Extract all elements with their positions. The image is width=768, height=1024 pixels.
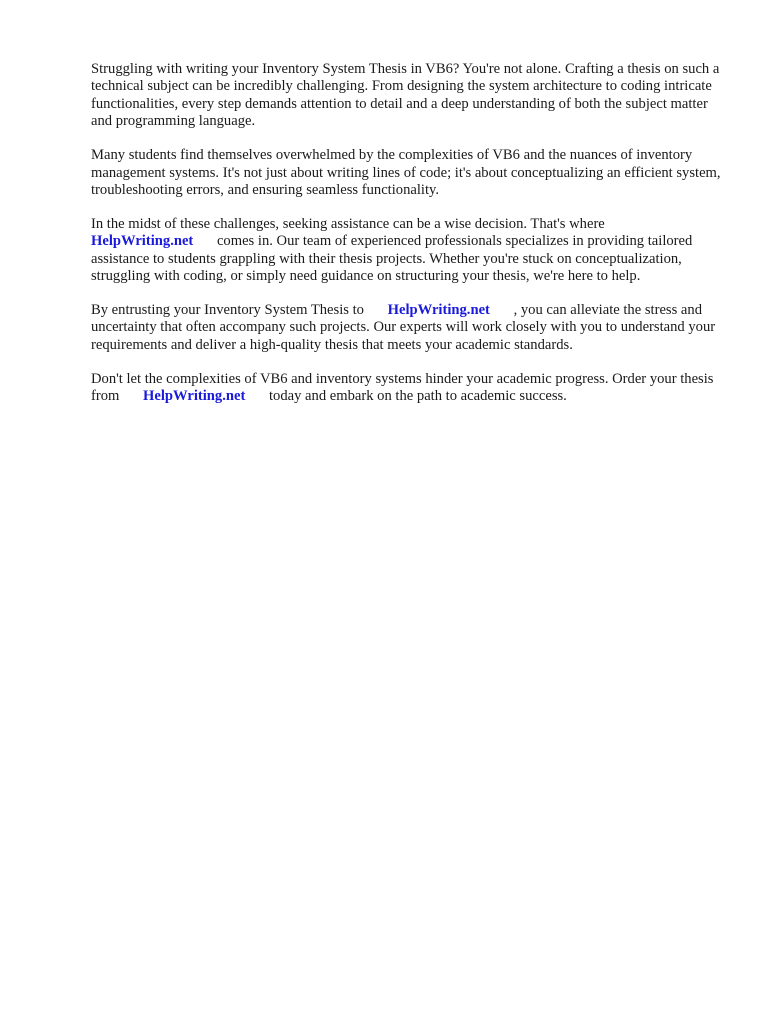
paragraph-entrusting bbox=[91, 302, 731, 354]
paragraph-entrusting-rest: , you can alleviate the stress and uncertainty that often accompany such projects. Our experts will work closely with you to understand your requirements and deliver a high-quality thesis that meets your academic standards. bbox=[91, 301, 716, 353]
helpwriting-link-1[interactable]: HelpWriting.net bbox=[91, 233, 194, 250]
paragraph-intro: Struggling with writing your Inventory System Thesis in VB6? You're not alone. Crafting a thesis on such a technical subject can be incredibly challenging. From designing the system architecture to coding intricate functionalities, every step demands attention to detail and a deep understanding of both the subject matter and programming language. bbox=[91, 61, 720, 130]
paragraph-assistance-rest: comes in. Our team of experienced professionals specializes in providing tailored assistance to students grappling with their thesis projects. Whether you're stuck on conceptualization, struggling with coding, or simply need guidance on structuring your thesis, we're here to help. bbox=[91, 233, 693, 285]
paragraph-assistance bbox=[91, 216, 731, 286]
paragraph-entrusting-lead: By entrusting your Inventory System Thesis to bbox=[91, 301, 364, 318]
paragraph-order bbox=[91, 371, 731, 406]
helpwriting-link-3[interactable]: HelpWriting.net bbox=[143, 388, 246, 405]
paragraph-order-lead: Don't let the complexities of VB6 and inventory systems hinder your academic progress. Order your thesis from bbox=[91, 370, 714, 405]
helpwriting-link-2[interactable]: HelpWriting.net bbox=[387, 301, 490, 318]
paragraph-order-rest: today and embark on the path to academic success. bbox=[268, 388, 567, 405]
paragraph-assistance-lead: In the midst of these challenges, seeking assistance can be a wise decision. That's where bbox=[91, 215, 605, 232]
document-page bbox=[91, 61, 731, 422]
paragraph-complexities: Many students find themselves overwhelmed by the complexities of VB6 and the nuances of inventory management systems. It's not just about writing lines of code; it's about conceptualizing an efficient system, troubleshooting errors, and ensuring seamless functionality. bbox=[91, 147, 721, 198]
